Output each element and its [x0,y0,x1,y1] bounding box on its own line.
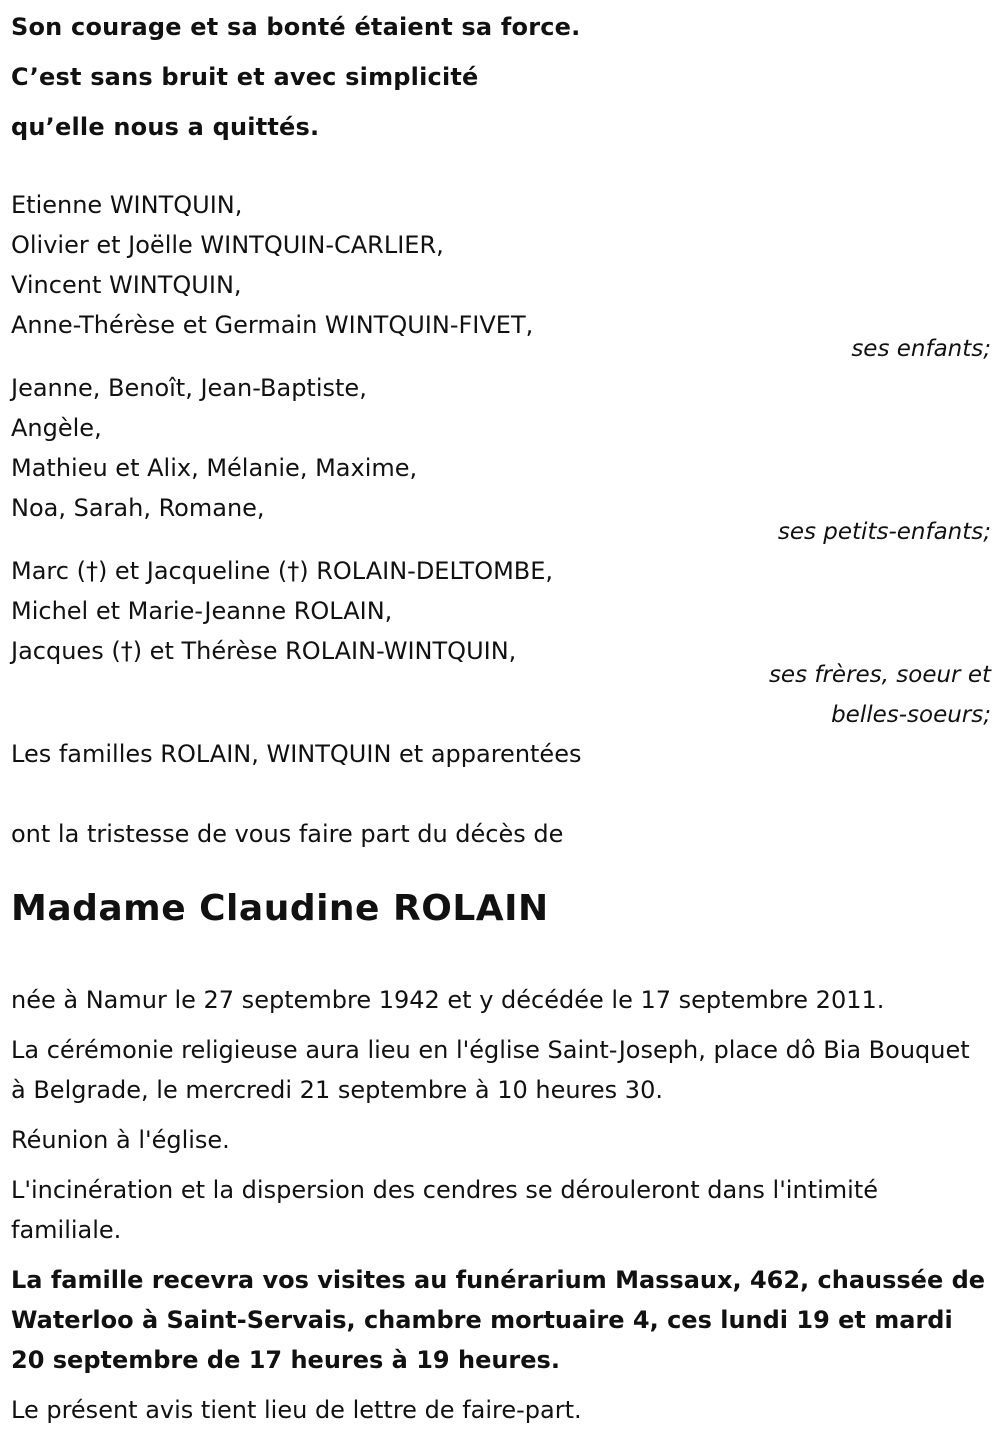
family-member: Marc (†) et Jacqueline (†) ROLAIN-DELTOMBE, [11,557,554,585]
epitaph-line: C’est sans bruit et avec simplicité [11,63,479,91]
family-member: Michel et Marie-Jeanne ROLAIN, [11,597,393,625]
epitaph-line: Son courage et sa bonté étaient sa force. [11,13,581,41]
notice-text: Le présent avis tient lieu de lettre de faire-part. [11,1396,582,1424]
children-group [11,185,991,362]
family-member: Anne-Thérèse et Germain WINTQUIN-FIVET, [11,311,534,339]
siblings-group [11,551,991,728]
family-member: Angèle, [11,414,102,442]
epitaph [11,2,580,152]
families-line [11,734,991,774]
meeting-text: Réunion à l'église. [11,1126,230,1154]
grandchildren-group [11,368,991,545]
family-member: Vincent WINTQUIN, [11,271,242,299]
ceremony-text: La cérémonie religieuse aura lieu en l'église Saint-Joseph, place dô Bia Bouquet à Belgrade, le mercredi 21 septembre à 10 heures 30. [11,1036,970,1104]
family-member: Etienne WINTQUIN, [11,191,243,219]
family-member: Noa, Sarah, Romane, [11,494,265,522]
birth-death-text: née à Namur le 27 septembre 1942 et y décédée le 17 septembre 2011. [11,986,885,1014]
visits-text: La famille recevra vos visites au funérarium Massaux, 462, chaussée de Waterloo à Saint-Servais, chambre mortuaire 4, ces lundi 19 et mardi 20 septembre de 17 heures à 19 heures. [11,1266,986,1374]
deceased-name: Madame Claudine ROLAIN [11,888,549,929]
family-member: Jeanne, Benoît, Jean-Baptiste, [11,374,367,402]
families-text: Les familles ROLAIN, WINTQUIN et apparentées [11,740,582,768]
announcement-text: ont la tristesse de vous faire part du décès de [11,820,564,848]
family-member: Jacques (†) et Thérèse ROLAIN-WINTQUIN, [11,637,517,665]
relation-label: belles-soeurs; [831,702,991,728]
cremation-text: L'incinération et la dispersion des cendres se dérouleront dans l'intimité familiale. [11,1176,878,1244]
family-member: Mathieu et Alix, Mélanie, Maxime, [11,454,418,482]
epitaph-line: qu’elle nous a quittés. [11,113,320,141]
details [11,980,986,1440]
family-member: Olivier et Joëlle WINTQUIN-CARLIER, [11,231,444,259]
relation-label: ses petits-enfants; [777,519,991,545]
relation-label: ses enfants; [851,336,991,362]
relation-label: ses frères, soeur et [768,662,991,688]
announcement-line [11,814,991,854]
